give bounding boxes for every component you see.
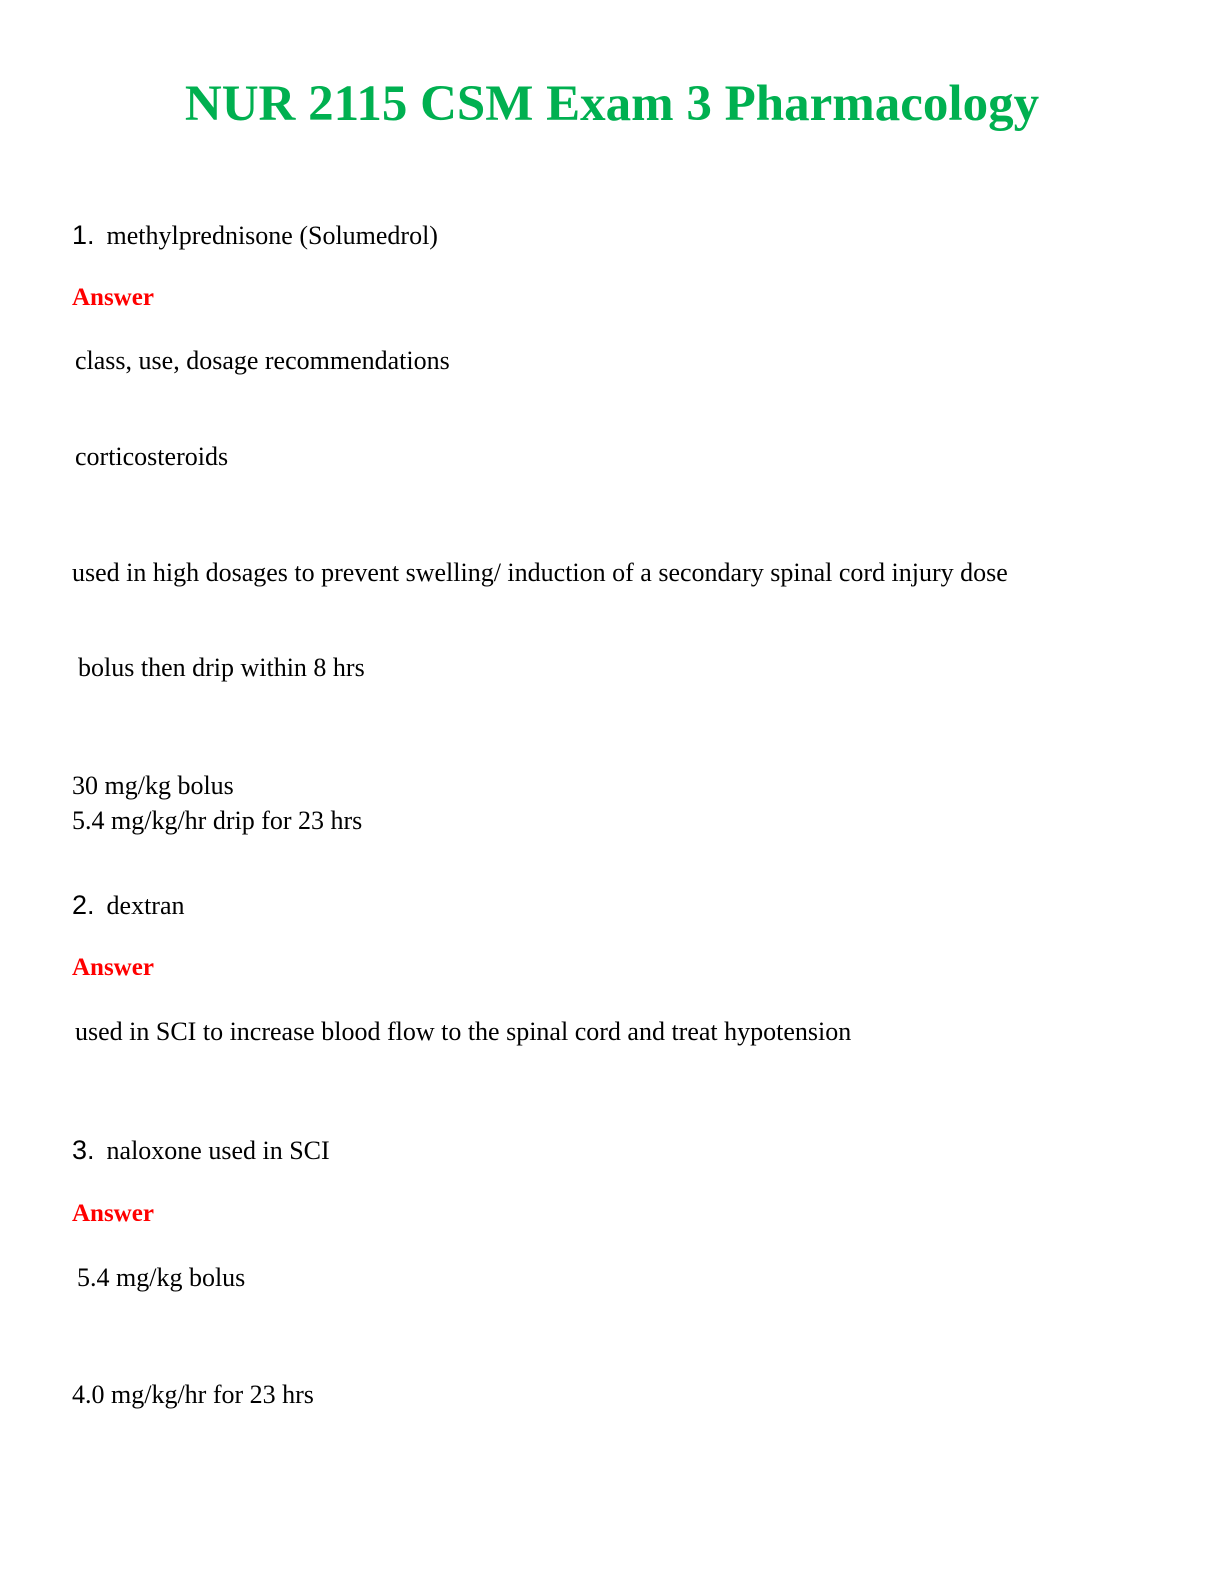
question-2 xyxy=(72,888,185,923)
answer-line: corticosteroids xyxy=(75,442,229,471)
question-1 xyxy=(72,218,438,253)
answer-label: Answer xyxy=(72,1200,154,1227)
answer-line: 30 mg/kg bolus xyxy=(72,771,234,800)
answer-line: 4.0 mg/kg/hr for 23 hrs xyxy=(72,1380,314,1409)
answer-label: Answer xyxy=(72,954,154,981)
question-3 xyxy=(72,1133,330,1168)
document-title: NUR 2115 CSM Exam 3 Pharmacology xyxy=(184,76,1040,132)
question-number: 1. xyxy=(72,220,95,250)
question-prompt: methylprednisone (Solumedrol) xyxy=(106,221,438,250)
question-prompt: naloxone used in SCI xyxy=(106,1136,330,1165)
answer-line: 5.4 mg/kg bolus xyxy=(77,1263,246,1292)
answer-label: Answer xyxy=(72,284,154,311)
answer-line: 5.4 mg/kg/hr drip for 23 hrs xyxy=(72,806,363,835)
answer-line: class, use, dosage recommendations xyxy=(75,346,450,375)
answer-line: used in high dosages to prevent swelling/ induction of a secondary spinal cord injury dose xyxy=(72,558,1008,587)
answer-line: bolus then drip within 8 hrs xyxy=(78,653,365,682)
question-number: 2. xyxy=(72,890,95,920)
question-prompt: dextran xyxy=(106,891,185,920)
answer-line: used in SCI to increase blood flow to the spinal cord and treat hypotension xyxy=(75,1017,852,1046)
question-number: 3. xyxy=(72,1135,95,1165)
